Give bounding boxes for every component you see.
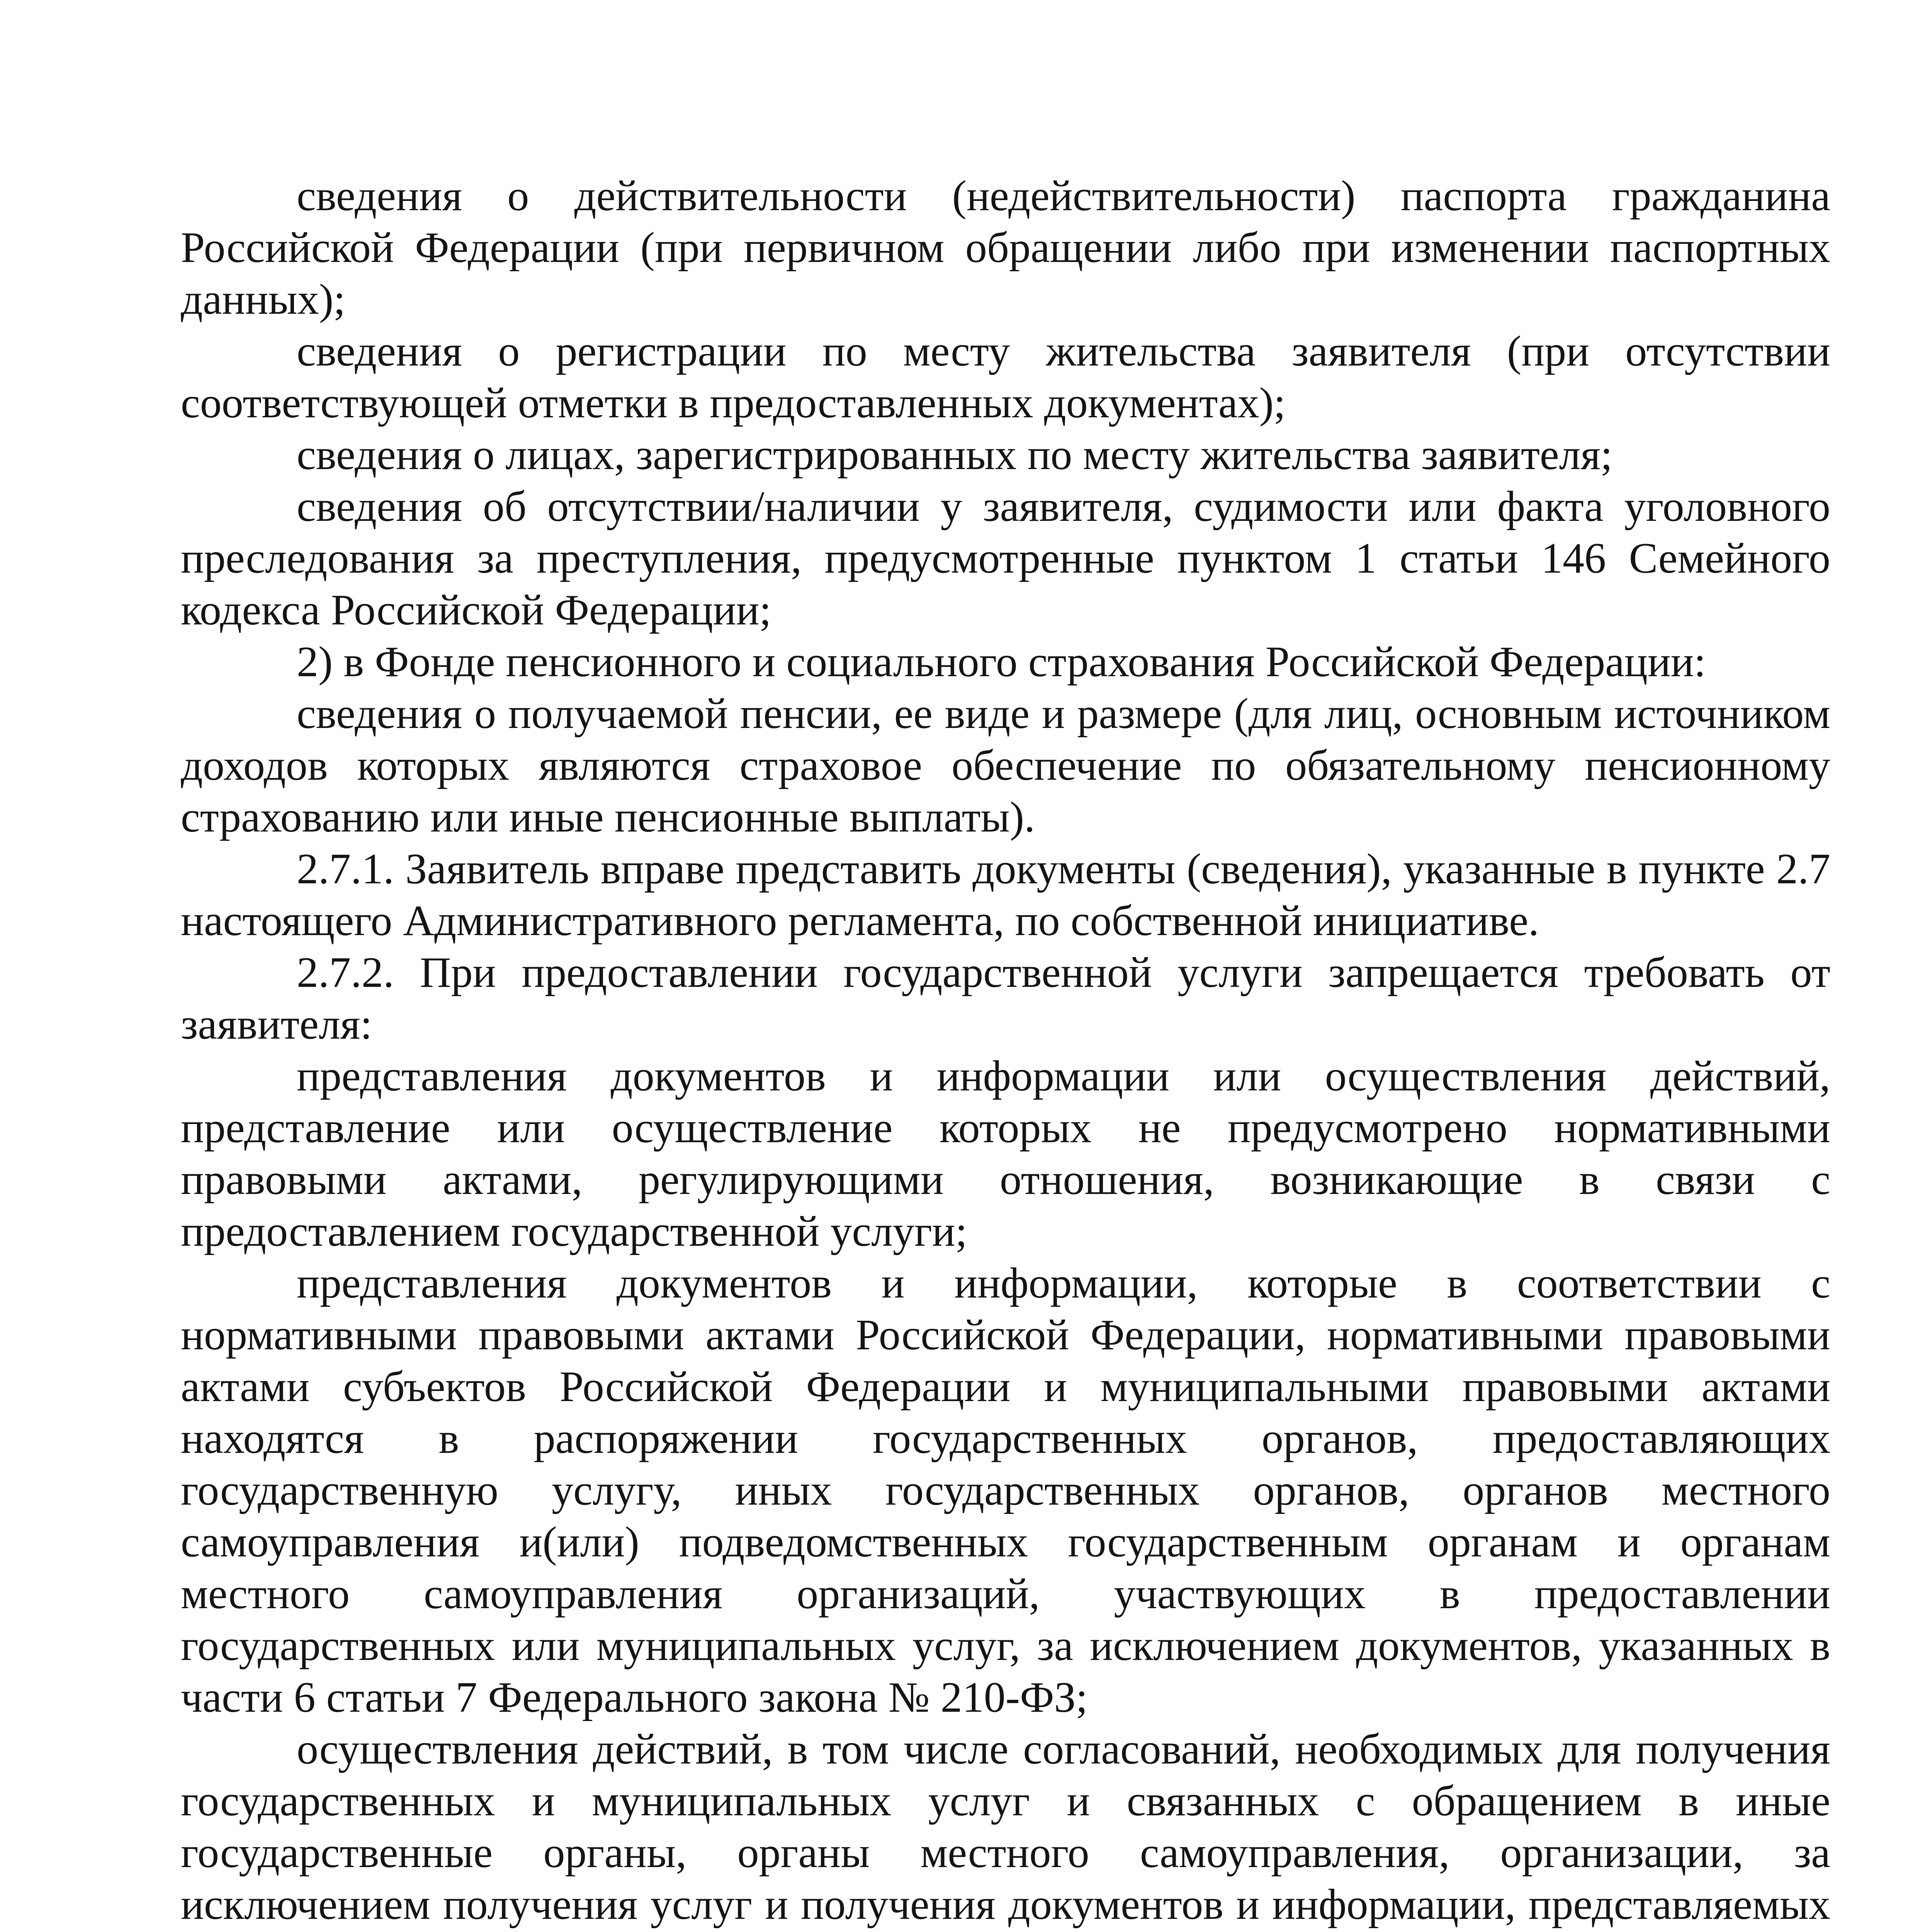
paragraph-pension-info: сведения о получаемой пенсии, ее виде и размере (для лиц, основным источником доходов которых являются страховое обеспечение по обязательному пенсионному страхованию или иные пенсионные выплаты). <box>181 690 1830 841</box>
paragraph-registered-persons: сведения о лицах, зарегистрированных по месту жительства заявителя; <box>297 431 1613 479</box>
paragraph-prohibited-3: осуществления действий, в том числе согласований, необходимых для получения государственных и муниципальных услуг и связанных с обращением в иные государственные органы, органы местного самоуправления, организации, за исключением получения услуг и получения документов и информации, представляемых <box>181 1725 1830 1929</box>
paragraph-pension-fund: 2) в Фонде пенсионного и социального страхования Российской Федерации: <box>297 638 1706 686</box>
paragraph-prohibited-1: представления документов и информации или осуществления действий, представление или осуществление которых не предусмотрено нормативными правовыми актами, регулирующими отношения, возникающие в связи с предоставлением государственной услуги; <box>181 1052 1830 1255</box>
paragraph-passport-validity: сведения о действительности (недействительности) паспорта гражданина Российской Федерации (при первичном обращении либо при изменении паспортных данных); <box>181 172 1830 323</box>
paragraph-criminal-record: сведения об отсутствии/наличии у заявителя, судимости или факта уголовного преследования за преступления, предусмотренные пунктом 1 статьи 146 Семейного кодекса Российской Федерации; <box>181 483 1830 634</box>
paragraph-2-7-1: 2.7.1. Заявитель вправе представить документы (сведения), указанные в пункте 2.7 настоящего Административного регламента, по собственной инициативе. <box>181 845 1830 945</box>
paragraph-prohibited-2: представления документов и информации, которые в соответствии с нормативными правовыми актами Российской Федерации, нормативными правовыми актами субъектов Российской Федерации и муниципальными правовыми актами находятся в распоряжении государственных органов, предоставляющих государственную услугу, иных государственных органов, органов местного самоуправления и(или) подведомственных государственным органам и органам местного самоуправления организаций, участвующих в предоставлении государственных или муниципальных услуг, за исключением документов, указанных в части 6 статьи 7 Федерального закона № 210-ФЗ; <box>181 1259 1830 1721</box>
document-body <box>181 170 1830 1932</box>
paragraph-registration: сведения о регистрации по месту жительства заявителя (при отсутствии соответствующей отметки в предоставленных документах); <box>181 327 1830 427</box>
paragraph-2-7-2: 2.7.2. При предоставлении государственной услуги запрещается требовать от заявителя: <box>181 949 1830 1048</box>
